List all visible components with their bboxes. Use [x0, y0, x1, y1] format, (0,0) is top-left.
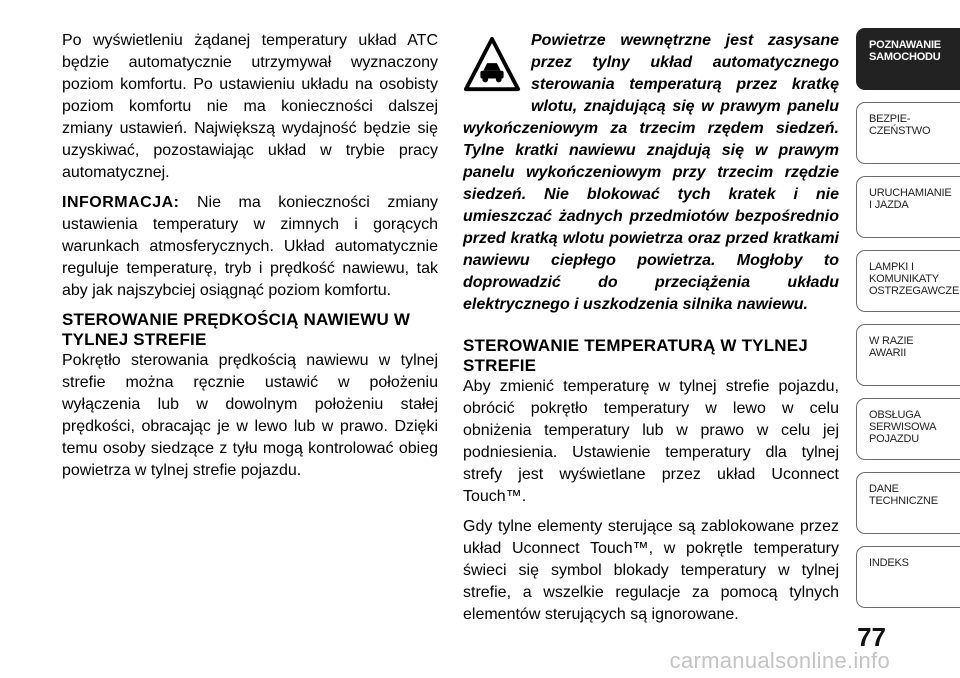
chapter-tab-label: TECHNICZNE — [869, 495, 938, 507]
rear-fan-paragraph: Pokrętło sterowania prędkością nawiewu w tylnej strefie można ręcznie ustawić w położeniu wyłączenia lub w dowolnym położeniu stałej prędkości, obracając je w lewo lub w prawo. Dzięki temu osoby siedzące z tyłu mogą kontrolować obieg powietrza w tylnej strefie pojazdu. — [62, 352, 438, 479]
section-heading-rear-fan: STEROWANIE PRĘDKOŚCIĄ NAWIEWU W TYLNEJ STREFIE — [62, 310, 411, 349]
chapter-tab-label: SERWISOWA — [869, 421, 937, 433]
chapter-tab-label: URUCHAMIANIE — [869, 187, 952, 199]
chapter-tab-label: OSTRZEGAWCZE — [869, 285, 960, 297]
info-paragraph — [62, 192, 438, 302]
chapter-tab-label: KOMUNIKATY — [869, 273, 939, 285]
intro-paragraph: Po wyświetleniu żądanej temperatury układ ATC będzie automatycznie utrzymywał wyznaczony poziom komfortu. Po ustawieniu układu na osobisty poziom komfortu nie ma konieczności dalszej zmiany ustawień. Największą wydajność będzie się uzyskiwać, pozostawiając układ w trybie pracy automatycznej. — [62, 32, 438, 181]
chapter-tab[interactable] — [856, 102, 960, 164]
chapter-tab[interactable] — [856, 472, 960, 534]
chapter-tab[interactable] — [856, 398, 960, 460]
chapter-tab[interactable] — [856, 250, 960, 312]
chapter-tab-label: I JAZDA — [869, 199, 909, 211]
left-column — [62, 30, 438, 490]
chapter-tab-label: LAMPKI I — [869, 261, 914, 273]
chapter-tab[interactable] — [856, 324, 960, 386]
chapter-tab-label: SAMOCHODU — [869, 51, 941, 63]
chapter-tab[interactable] — [856, 28, 960, 90]
chapter-tab-label: CZEŃSTWO — [869, 125, 931, 137]
chapter-tabs — [856, 28, 960, 620]
chapter-tab[interactable] — [856, 546, 960, 608]
info-text: Nie ma konieczności zmiany ustawienia temperatury w zimnych i gorących warunkach atmosferycznych. Układ automatycznie reguluje temperaturę, tryb i prędkość nawiewu, tak aby jak najszybciej osiągnąć poziom komfortu. — [62, 194, 438, 299]
chapter-tab-label: POZNAWANIE — [869, 39, 941, 51]
section-heading-rear-temperature: STEROWANIE TEMPERATURĄ W TYLNEJ STREFIE — [463, 336, 808, 375]
chapter-tab-label: POJAZDU — [869, 433, 919, 445]
watermark-text: carmanualsonline.info — [669, 648, 890, 673]
rear-temperature-paragraph-2: Gdy tylne elementy sterujące są zablokowane przez układ Uconnect Touch™, w pokrętle temperatury świeci się symbol blokady temperatury w tylnej strefie, a wszelkie regulacje za pomocą tylnych elementów sterujących są ignorowane. — [463, 518, 839, 623]
chapter-tab-label: W RAZIE — [869, 335, 914, 347]
chapter-tab-label: AWARII — [869, 347, 907, 359]
warning-text: Powietrze wewnętrzne jest zasysane przez tylny układ automatycznego sterowania temperaturą przez kratkę wlotu, znajdującą się w prawym panelu wykończeniowym za trzecim rzędem siedzeń. Tylne kratki nawiewu znajdują się w prawym panelu wykończeniowym przy trzecim rzędzie siedzeń. Nie blokować tych kratek i nie umieszczać żadnych przedmiotów bezpośrednio przed kratką wlotu powietrza oraz przed kratkami nawiewu ciepłego powietrza. Mogłoby to doprowadzić do przeciążenia układu elektrycznego i uszkodzenia silnika nawiewu. — [463, 32, 839, 313]
warning-block — [463, 30, 839, 316]
info-label: INFORMACJA: — [62, 194, 180, 211]
chapter-tab-label: INDEKS — [869, 557, 909, 569]
page-number: 77 — [857, 622, 886, 652]
chapter-tab[interactable] — [856, 176, 960, 238]
chapter-tab-label: BEZPIE- — [869, 113, 911, 125]
chapter-tab-label: OBSŁUGA — [869, 409, 921, 421]
right-column — [463, 30, 839, 634]
chapter-tab-label: DANE — [869, 483, 899, 495]
rear-temperature-paragraph-1: Aby zmienić temperaturę w tylnej strefie pojazdu, obrócić pokrętło temperatury w lewo w celu obniżenia temperatury lub w prawo w celu jej podniesienia. Ustawienie temperatury dla tylnej strefy jest wyświetlane przez układ Uconnect Touch™. — [463, 378, 839, 505]
warning-triangle-car-icon — [463, 36, 521, 94]
